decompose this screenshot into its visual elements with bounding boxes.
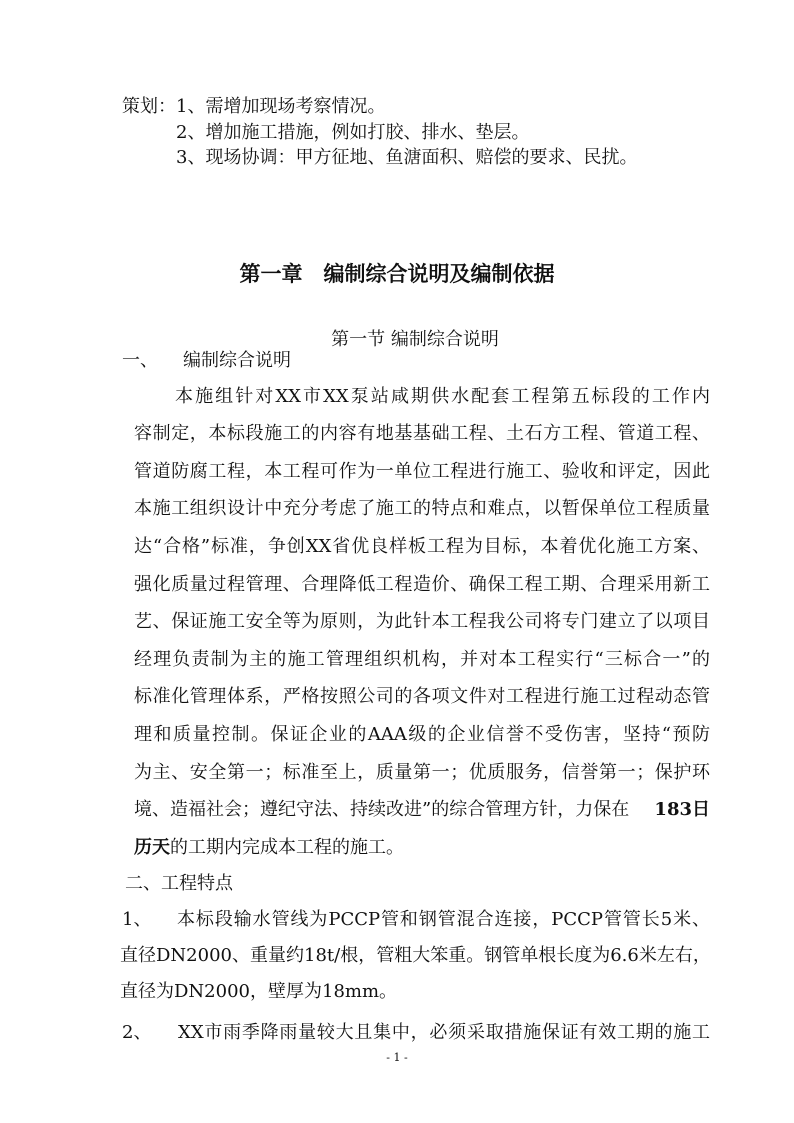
item-number: 2、 <box>122 1022 152 1043</box>
paragraph-line: 为主、安全第一；标准至上，质量第一；优质服务，信誉第一；保护环 <box>134 762 710 783</box>
subsection-number: 一、 <box>122 350 158 371</box>
subsection-title: 编制综合说明 <box>183 350 291 371</box>
duration-bold: 历天 <box>134 837 170 858</box>
paragraph-line <box>134 837 404 859</box>
item-number: 1、 <box>122 909 152 930</box>
paragraph-line: 理和质量控制。保证企业的AAA级的企业信誉不受伤害，坚持“预防 <box>134 724 710 745</box>
paragraph-line: 本施工组织设计中充分考虑了施工的特点和难点，以暂保单位工程质量 <box>134 498 710 519</box>
paragraph-line: 达“合格”标准，争创XX省优良样板工程为目标，本着优化施工方案、 <box>134 536 710 557</box>
paragraph-line: 艺、保证施工安全等为原则，为此针本工程我公司将专门建立了以项目 <box>134 611 710 632</box>
paragraph-line: 容制定，本标段施工的内容有地基基础工程、土石方工程、管道工程、 <box>134 423 710 444</box>
item-text: 本标段输水管线为PCCP管和钢管混合连接，PCCP管管长5米、 <box>177 909 710 930</box>
chapter-title: 第一章 编制综合说明及编制依据 <box>239 261 555 286</box>
paragraph-line <box>134 799 710 821</box>
paragraph-line: 标准化管理体系，严格按照公司的各项文件对工程进行施工过程动态管 <box>134 686 710 707</box>
paragraph-line: 经理负责制为主的施工管理组织机构，并对本工程实行“三标合一”的 <box>134 649 710 670</box>
paragraph-text: 的工期内完成本工程的施工。 <box>170 837 404 858</box>
section-title: 第一节 编制综合说明 <box>331 329 499 350</box>
paragraph-line: 管道防腐工程，本工程可作为一单位工程进行施工、验收和评定，因此 <box>134 461 710 482</box>
item-text: 直径DN2000、重量约18t/根，管粗大笨重。钢管单根长度为6.6米左右， <box>120 945 711 966</box>
item-text: XX市雨季降雨量较大且集中，必须采取措施保证有效工期的施工 <box>178 1022 710 1043</box>
page-number: - 1 - <box>386 1051 408 1064</box>
duration-bold: 183日 <box>654 799 710 820</box>
subsection-title: 二、工程特点 <box>125 873 233 894</box>
paragraph-line: 本施组针对XX市XX泵站咸期供水配套工程第五标段的工作内 <box>175 386 710 407</box>
item-text: 直径为DN2000，壁厚为18mm。 <box>120 981 398 1002</box>
paragraph-text: 境、造福社会；遵纪守法、持续改进”的综合管理方针，力保在 <box>134 799 630 820</box>
note-item: 3、现场协调：甲方征地、鱼溏面积、赔偿的要求、民扰。 <box>176 147 638 168</box>
paragraph-line: 强化质量过程管理、合理降低工程造价、确保工程工期、合理采用新工 <box>134 574 710 595</box>
notes-label: 策划： <box>122 96 176 117</box>
note-item: 1、需增加现场考察情况。 <box>176 96 386 117</box>
note-item: 2、增加施工措施，例如打胶、排水、垫层。 <box>176 122 530 143</box>
